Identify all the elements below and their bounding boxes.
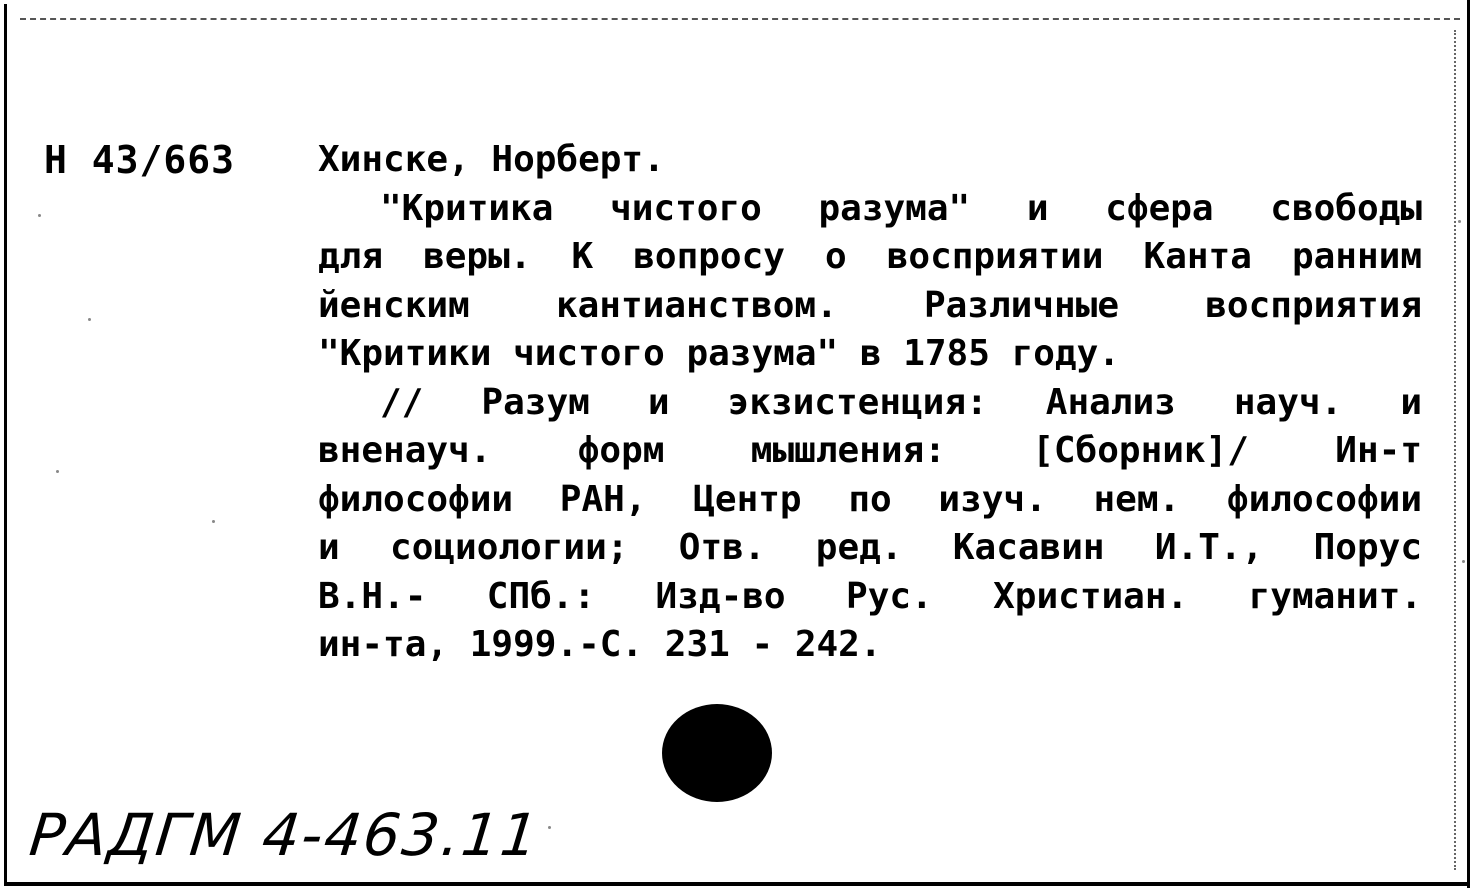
scan-speck — [88, 318, 91, 321]
entry-source-line: ин-та, 1999.-С. 231 - 242. — [318, 624, 882, 665]
entry-source-line: В.Н.- СПб.: Изд-во Рус. Христиан. гуманит. — [318, 575, 1422, 617]
scan-speck — [1458, 220, 1461, 223]
entry-author: Хинске, Норберт. — [318, 139, 665, 180]
entry-title-line: для веры. К вопросу о восприятии Канта ранним — [318, 236, 1422, 277]
card-right-edge — [1467, 0, 1470, 888]
entry-title-line: йенским кантианством. Различные восприятия — [318, 284, 1422, 326]
card-bottom-edge — [4, 882, 1468, 886]
entry-source-line: философии РАН, Центр по изуч. нем. философии — [318, 478, 1422, 520]
scan-speck — [1462, 560, 1465, 563]
entry-source-line: вненауч. форм мышления: [Сборник]/ Ин-т — [318, 430, 1422, 471]
shelfmark: Н 43/663 — [44, 138, 236, 182]
punch-hole — [662, 704, 772, 802]
card-top-dashed-edge — [20, 18, 1460, 20]
scan-speck — [548, 826, 551, 829]
scan-speck — [212, 520, 215, 523]
bibliographic-entry — [318, 136, 1422, 670]
scan-speck — [56, 470, 59, 473]
entry-title-line: "Критика чистого разума" и сфера свободы — [380, 187, 1422, 229]
handwritten-call-number: РАДГМ 4-463.11 — [26, 801, 544, 869]
entry-title-line: "Критики чистого разума" в 1785 году. — [318, 333, 1120, 374]
card-left-edge — [4, 4, 7, 884]
entry-source-line: и социологии; Отв. ред. Касавин И.Т., Порус — [318, 527, 1422, 568]
card-right-dotted-edge — [1454, 30, 1456, 870]
scan-speck — [38, 214, 41, 217]
entry-source-line: // Разум и экзистенция: Анализ науч. и — [380, 381, 1422, 423]
